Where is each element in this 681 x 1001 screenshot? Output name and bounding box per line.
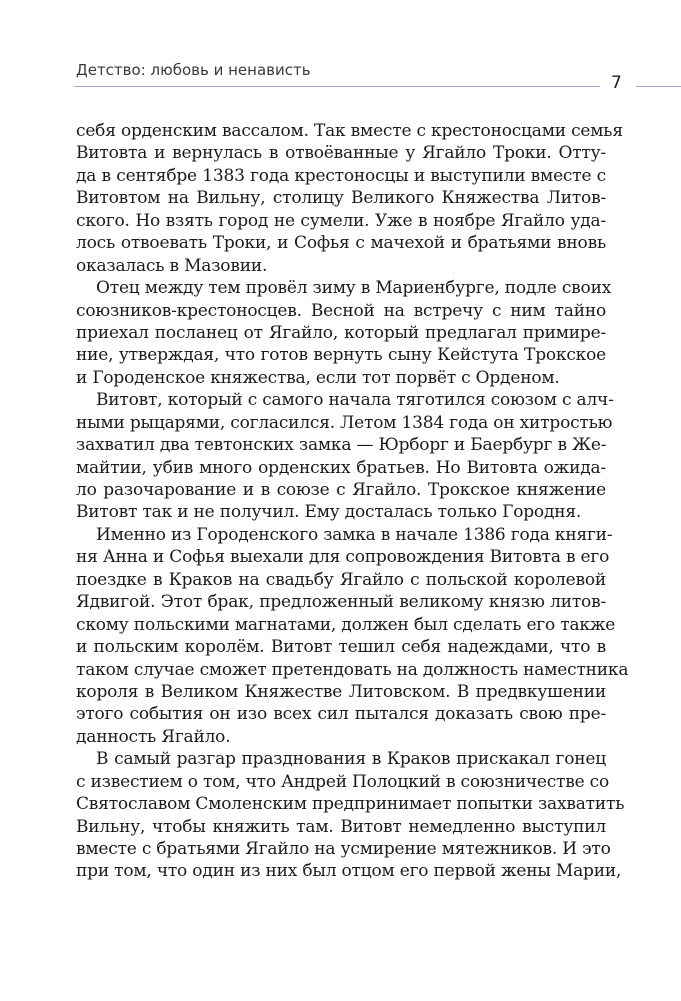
text-line: приехал посланец от Ягайло, который предлагал примире-	[76, 322, 606, 343]
text-line: В самый разгар празднования в Краков прискакал гонец	[96, 749, 606, 770]
body-text	[76, 120, 629, 883]
text-line: ло разочарование и в союзе с Ягайло. Трокское княжение	[76, 480, 606, 500]
text-line: этого события он изо всех сил пытался доказать свою пре-	[76, 704, 606, 725]
text-line: Витовта и вернулась в отвоёванные у Ягайло Троки. Отту-	[76, 143, 606, 164]
text-line: ня Анна и Софья выехали для сопровождения Витовта в его	[76, 547, 610, 568]
text-line: Вильну, чтобы княжить там. Витовт немедленно выступил	[76, 816, 606, 837]
text-line: ными рыцарями, согласился. Летом 1384 года он хитростью	[76, 412, 613, 433]
text-line: скому польскими магнатами, должен был сделать его также	[76, 614, 616, 635]
text-line: и польским королём. Витовт тешил себя надеждами, что в	[76, 637, 606, 658]
text-line: данность Ягайло.	[76, 726, 231, 747]
text-line: Отец между тем провёл зиму в Мариенбурге, подле своих	[96, 278, 612, 299]
running-head: Детство: любовь и ненависть	[76, 61, 311, 79]
text-line: поездке в Краков на свадьбу Ягайло с польской королевой	[76, 569, 606, 590]
text-line: союзников-крестоносцев. Весной на встречу с ним тайно	[76, 300, 606, 321]
text-line: при том, что один из них был отцом его первой жены Марии,	[76, 861, 622, 882]
text-line: захватил два тевтонских замка — Юрборг и Баербург в Же-	[76, 435, 607, 456]
text-line: таком случае сможет претендовать на должность наместника	[76, 659, 629, 680]
text-line: ние, утверждая, что готов вернуть сыну Кейстута Трокское	[76, 345, 606, 366]
text-line: Витовт так и не получил. Ему досталась только Городня.	[76, 502, 582, 523]
text-line: оказалась в Мазовии.	[76, 255, 268, 276]
header-rule-right	[636, 86, 681, 87]
text-line: Ядвигой. Этот брак, предложенный великому князю литов-	[76, 592, 606, 613]
text-line: себя орденским вассалом. Так вместе с крестоносцами семья	[76, 121, 623, 141]
text-line: и Городенское княжества, если тот порвёт с Орденом.	[76, 367, 560, 388]
text-line: короля в Великом Княжестве Литовском. В предвкушении	[76, 681, 606, 702]
text-line: да в сентябре 1383 года крестоносцы и выступили вместе с	[76, 165, 606, 186]
text-line: вместе с братьями Ягайло на усмирение мятежников. И это	[76, 839, 611, 859]
text-line: Витовт, который с самого начала тяготился союзом с алч-	[96, 390, 614, 411]
text-line: Витовтом на Вильну, столицу Великого Княжества Литов-	[76, 188, 606, 209]
header-rule-left	[74, 86, 600, 87]
text-line: майтии, убив много орденских братьев. Но Витовта ожида-	[76, 457, 606, 478]
text-line: с известием о том, что Андрей Полоцкий в союзничестве со	[76, 771, 610, 792]
text-line: ского. Но взять город не сумели. Уже в ноябре Ягайло уда-	[76, 210, 606, 231]
page-number: 7	[611, 73, 622, 93]
text-line: Святославом Смоленским предпринимает попытки захватить	[76, 794, 625, 815]
text-line: Именно из Городенского замка в начале 1386 года княги-	[96, 524, 613, 545]
text-line: лось отвоевать Троки, и Софья с мачехой и братьями вновь	[76, 233, 606, 254]
